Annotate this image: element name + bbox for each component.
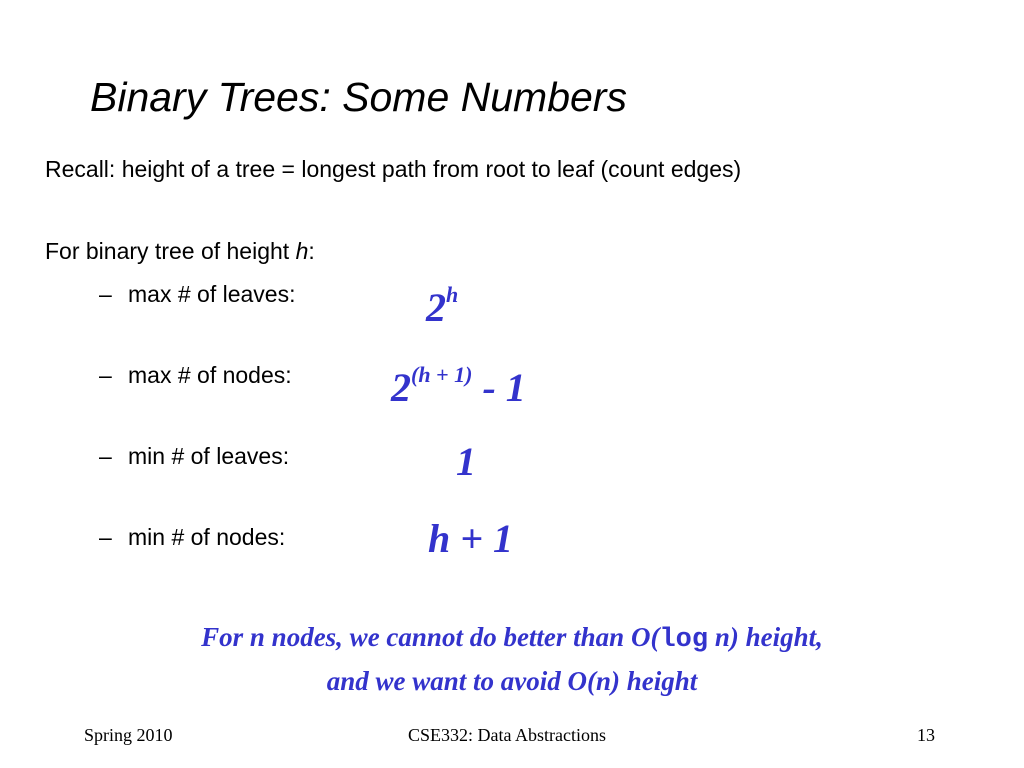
intro-text xyxy=(45,238,315,265)
answer-exponent: (h + 1) xyxy=(411,362,473,387)
slide-title: Binary Trees: Some Numbers xyxy=(90,74,627,120)
footer-date: Spring 2010 xyxy=(84,725,173,745)
bullet-label-min-leaves: min # of leaves: xyxy=(128,443,290,469)
bullet-label-max-leaves: max # of leaves: xyxy=(128,281,296,307)
intro-prefix: For binary tree of height xyxy=(45,238,296,264)
answer-exponent: h xyxy=(446,282,459,307)
footer-course: CSE332: Data Abstractions xyxy=(408,725,606,745)
slide-number: 13 xyxy=(917,725,935,745)
conclusion-text: For n nodes, we cannot do better than O( xyxy=(201,622,660,652)
bullet-dash: – xyxy=(99,362,112,388)
answer-min-nodes: h + 1 xyxy=(428,516,514,561)
bullet-label-min-nodes: min # of nodes: xyxy=(128,524,286,550)
log-code: log xyxy=(659,625,709,655)
conclusion-text: n) height, xyxy=(708,622,823,652)
answer-base: 2 xyxy=(426,285,446,330)
recall-text: Recall: height of a tree = longest path from root to leaf (count edges) xyxy=(45,156,742,182)
bullet-label-max-nodes: max # of nodes: xyxy=(128,362,292,388)
bullet-dash: – xyxy=(99,524,112,550)
answer-max-nodes xyxy=(391,364,526,411)
bullet-dash: – xyxy=(99,281,112,307)
answer-base: 2 xyxy=(391,365,411,410)
answer-min-leaves: 1 xyxy=(456,439,476,484)
intro-suffix: : xyxy=(308,238,315,264)
conclusion-line-1 xyxy=(0,622,1024,655)
bullet-dash: – xyxy=(99,443,112,469)
answer-tail: - 1 xyxy=(472,365,526,410)
intro-var: h xyxy=(295,238,309,264)
answer-max-leaves xyxy=(426,284,458,331)
conclusion-line-2: and we want to avoid O(n) height xyxy=(326,666,698,696)
